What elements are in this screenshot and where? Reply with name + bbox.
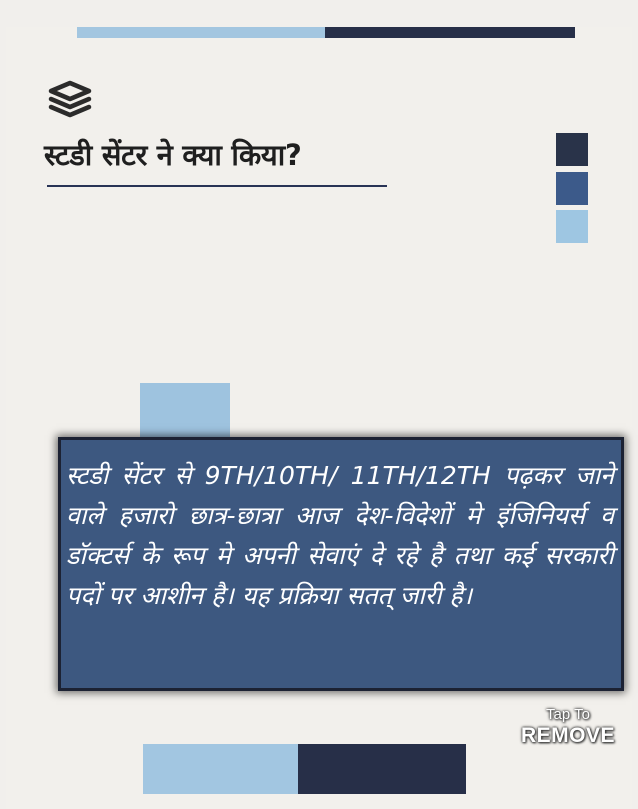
layers-icon	[44, 79, 100, 123]
color-swatch-navy	[556, 133, 588, 166]
content-card	[58, 437, 624, 691]
bottom-accent-bar-dark	[298, 744, 466, 794]
top-accent-bar-dark	[325, 27, 575, 38]
tap-to-remove-button[interactable]	[512, 706, 624, 748]
color-swatch-light-blue	[556, 210, 588, 243]
title-underline	[47, 185, 387, 187]
tap-to-label: Tap To	[546, 706, 590, 723]
content-paragraph: स्टडी सेंटर से 9TH/10TH/ 11TH/12TH पढ़कर जाने वाले हजारो छात्र-छात्रा आज देश-विदेशों मे इंजिनियर्स व डॉक्टर्स के रूप मे अपनी सेवाएं दे रहे है तथा कई सरकारी पदों पर आशीन है। यह प्रक्रिया सतत् जारी है।	[66, 461, 614, 610]
accent-square	[140, 383, 230, 443]
remove-label: REMOVE	[520, 724, 615, 747]
top-accent-bar-light	[77, 27, 325, 38]
bottom-accent-bar-light	[143, 744, 298, 794]
color-swatch-steel-blue	[556, 172, 588, 205]
page-title: स्टडी सेंटर ने क्या किया?	[44, 138, 302, 172]
